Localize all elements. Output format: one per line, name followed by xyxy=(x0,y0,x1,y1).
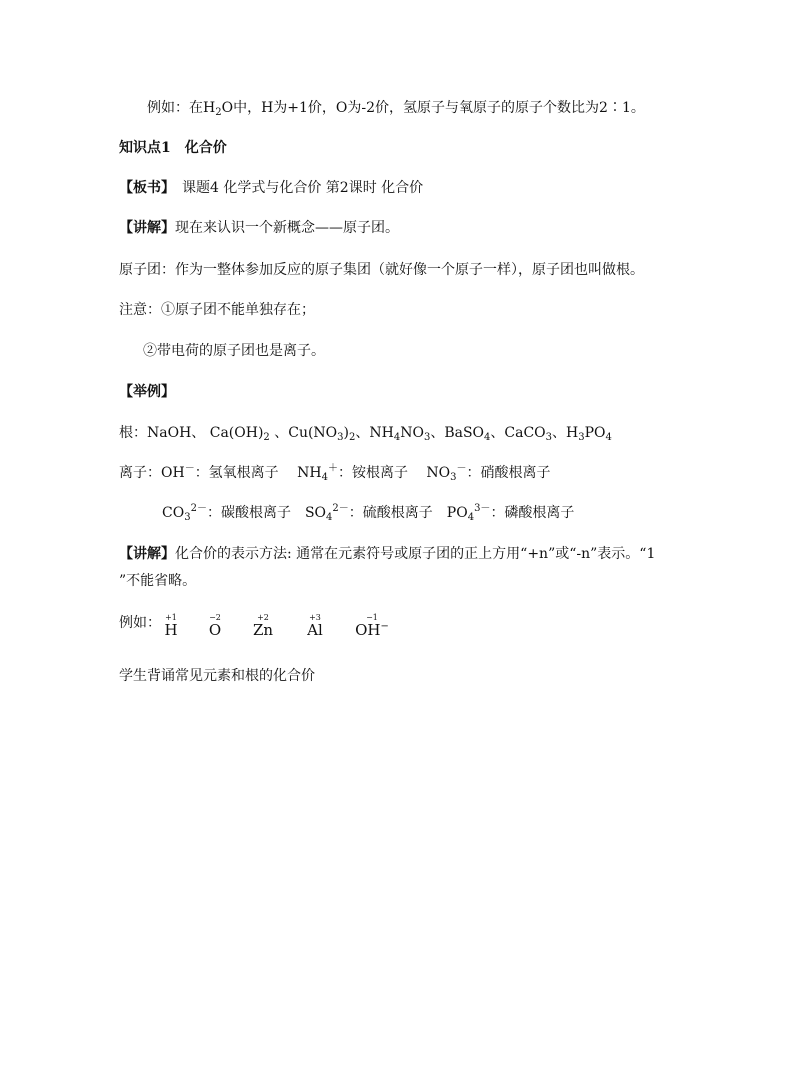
lecture-line-2: 【讲解】化合价的表示方法: 通常在元素符号或原子团的正上方用“+n”或“-n”表示。“1 xyxy=(119,546,656,562)
lecture-label: 【讲解】 xyxy=(119,220,175,236)
lecture-line-2-cont: ”不能省略。 xyxy=(119,573,197,589)
lecture-line-1: 【讲解】现在来认识一个新概念——原子团。 xyxy=(119,220,399,236)
example-label: 【举例】 xyxy=(119,384,175,400)
note-1: 注意：①原子团不能单独存在； xyxy=(119,302,315,318)
radicals-line: 根：NaOH、 $Ca(OH)_2$ 、$Cu(NO_3)_2$、$NH_4NO_3$、BaSO$_4$、CaCO$_3$、$H_3PO_4$ xyxy=(119,425,612,443)
valence-zn: +2 Zn xyxy=(252,613,274,639)
board-line: 【板书】 课题4 化学式与化合价 第2课时 化合价 xyxy=(119,180,424,196)
valence-h: +1 H xyxy=(164,613,178,639)
valence-example-label: 例如： xyxy=(119,615,161,631)
valence-o: −2 O xyxy=(208,613,222,639)
radical-definition: 原子团：作为一整体参加反应的原子集团（就好像一个原子一样），原子团也叫做根。 xyxy=(119,262,644,278)
example-intro: 例如：在$H_2O$中，H为+1价，O为-2价，氢原子与氧原子的原子个数比为2∶1。 xyxy=(147,100,645,118)
valence-oh: −1 OH− xyxy=(355,613,389,639)
valence-al: +3 Al xyxy=(307,613,323,639)
knowledge-point-heading: 知识点1 化合价 xyxy=(119,140,227,156)
board-label: 【板书】 xyxy=(119,180,168,196)
ions-line-2: $CO_3^{2-}$：碳酸根离子 $SO_4^{2-}$：硫酸根离子 $PO_4^{3-}$：磷酸根离子 xyxy=(162,503,575,523)
note-2: ②带电荷的原子团也是离子。 xyxy=(143,343,325,359)
lecture-label: 【讲解】 xyxy=(119,546,175,562)
recite-line: 学生背诵常见元素和根的化合价 xyxy=(119,668,315,684)
ions-line-1: 离子：OH－：氢氧根离子 $NH_4^+$：铵根离子 $NO_3^-$：硝酸根离子 xyxy=(119,463,551,483)
